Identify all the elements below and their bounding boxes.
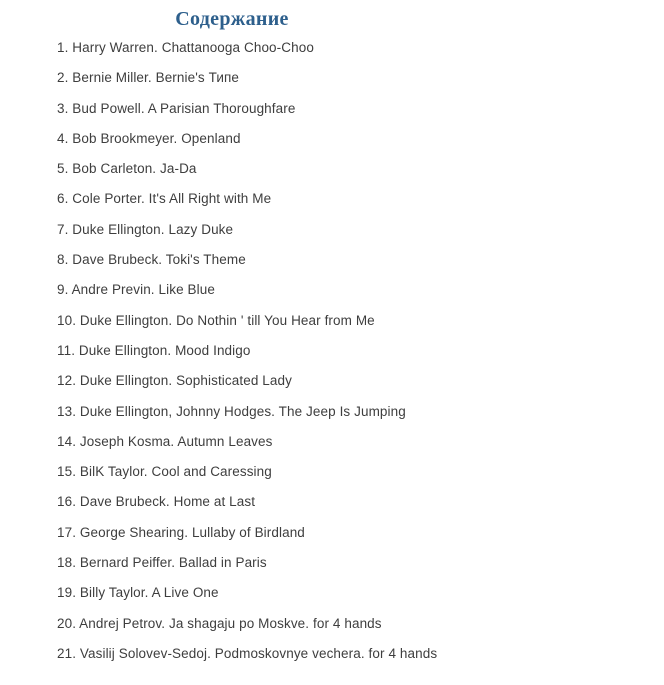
toc-item: 4. Bob Brookmeyer. Openland bbox=[57, 130, 241, 146]
toc-item: 13. Duke Ellington, Johnny Hodges. The Jeep Is Jumping bbox=[57, 403, 406, 419]
toc-item: 12. Duke Ellington. Sophisticated Lady bbox=[57, 373, 292, 389]
toc-item: 16. Dave Brubeck. Home at Last bbox=[57, 494, 256, 510]
toc-item: 10. Duke Ellington. Do Nothin ' till You Hear from Me bbox=[57, 312, 375, 328]
toc-item: 3. Bud Powell. A Parisian Thoroughfare bbox=[57, 100, 296, 116]
toc-item: 7. Duke Ellington. Lazy Duke bbox=[57, 221, 234, 237]
toc-item: 6. Cole Porter. It's All Right with Me bbox=[57, 191, 272, 207]
toc-item: 14. Joseph Kosma. Autumn Leaves bbox=[57, 433, 273, 449]
toc-item: 15. BilK Taylor. Cool and Caressing bbox=[57, 464, 272, 480]
toc-item: 5. Bob Carleton. Ja-Da bbox=[57, 161, 197, 177]
toc-item: 20. Andrej Petrov. Ja shagaju po Moskve. for 4 hands bbox=[57, 615, 382, 631]
toc-item: 17. George Shearing. Lullaby of Birdland bbox=[57, 524, 305, 540]
toc-item: 11. Duke Ellington. Mood Indigo bbox=[57, 342, 251, 358]
toc-list bbox=[0, 33, 664, 669]
toc-item: 9. Andre Previn. Like Blue bbox=[57, 282, 215, 298]
toc-item: 1. Harry Warren. Chattanooga Choo-Choo bbox=[57, 40, 314, 55]
contents-page bbox=[0, 8, 664, 669]
toc-item: 18. Bernard Peiffer. Ballad in Paris bbox=[57, 555, 267, 571]
toc-item: 19. Billy Taylor. A Live One bbox=[57, 585, 219, 601]
toc-item: 21. Vasilij Solovev-Sedoj. Podmoskovnye vechera. for 4 hands bbox=[57, 645, 438, 661]
toc-item: 8. Dave Brubeck. Toki's Theme bbox=[57, 252, 246, 268]
toc-item: 2. Bernie Miller. Bernie's Типе bbox=[57, 70, 240, 86]
page-title: Содержание bbox=[175, 8, 289, 30]
